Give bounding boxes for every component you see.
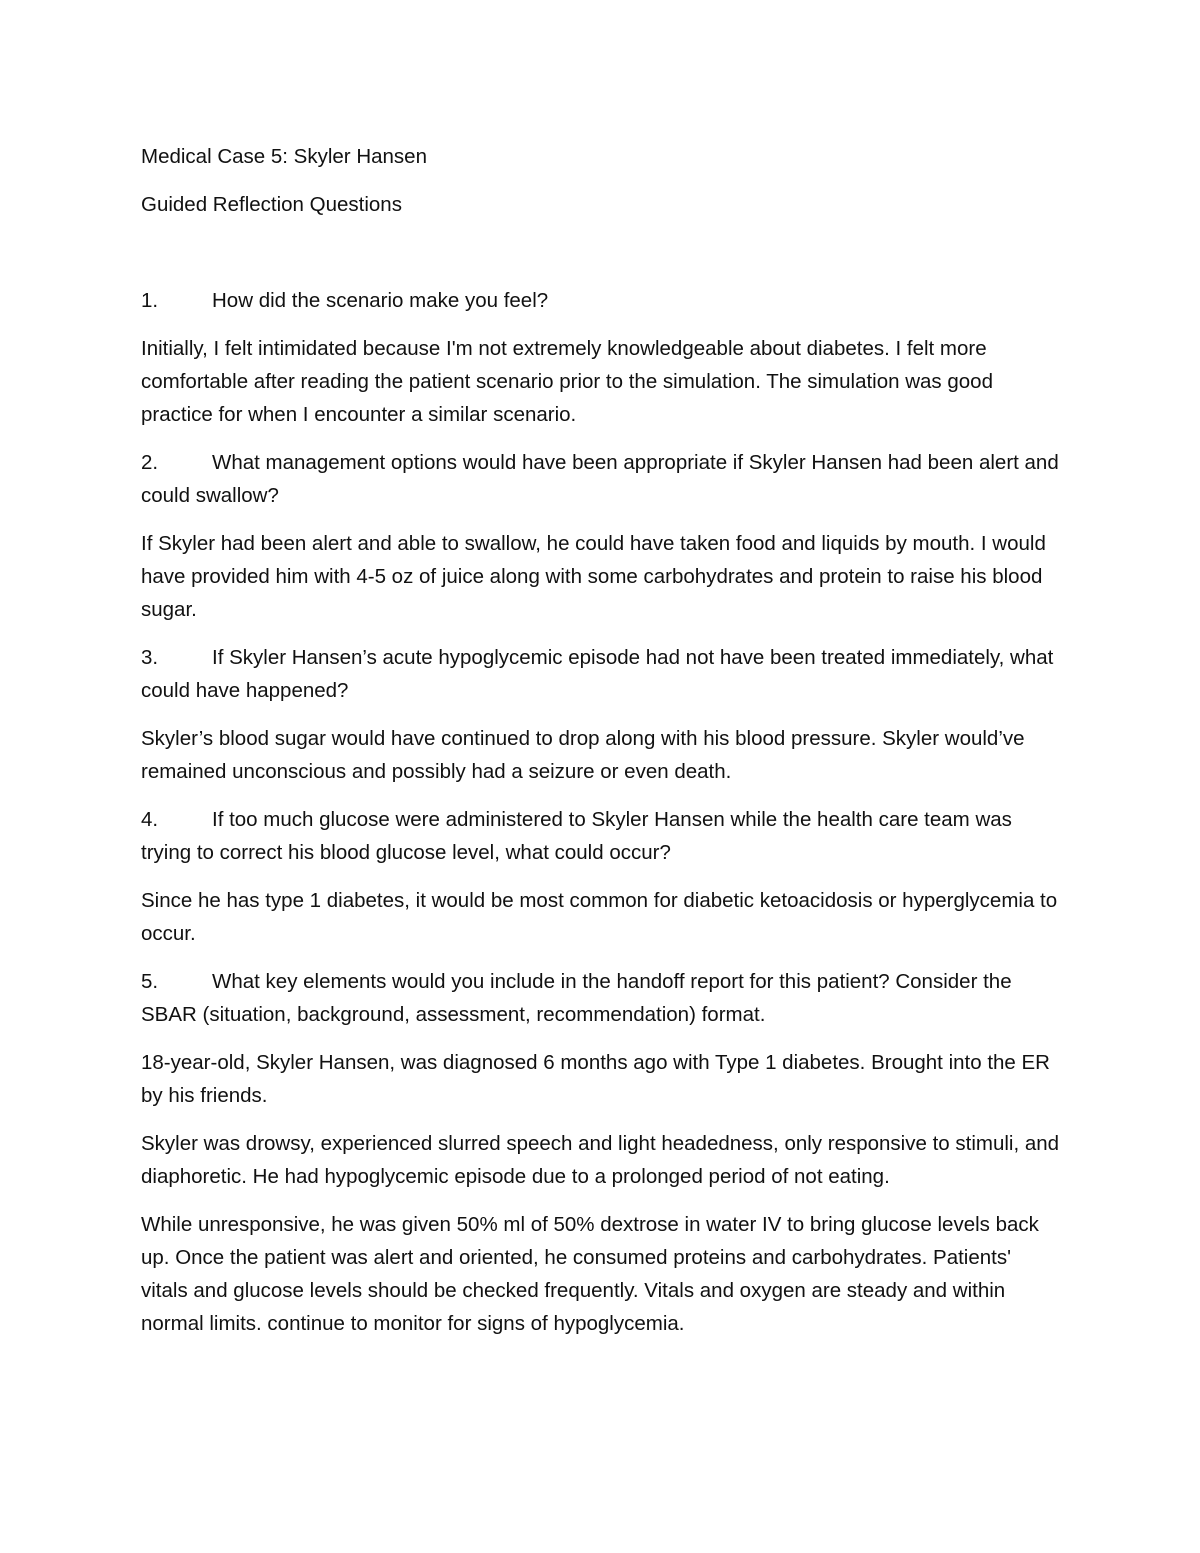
document-subtitle: Guided Reflection Questions	[141, 193, 402, 216]
document-page	[141, 140, 1061, 1340]
answer-5-assessment: While unresponsive, he was given 50% ml of 50% dextrose in water IV to bring glucose levels back up. Once the patient was alert and oriented, he consumed proteins and carbohydrates. Patients' vitals and glucose levels should be checked frequently. Vitals and oxygen are steady and within normal limits. continue to monitor for signs of hypoglycemia.	[141, 1213, 1039, 1335]
question-text: What key elements would you include in the handoff report for this patient? Consider the SBAR (situation, background, assessment, recommendation) format.	[141, 970, 1012, 1026]
question-number: 5.	[141, 970, 159, 993]
question-text: If Skyler Hansen’s acute hypoglycemic episode had not have been treated immediately, what could have happened?	[141, 646, 1054, 702]
answer-5-background: Skyler was drowsy, experienced slurred speech and light headedness, only responsive to stimuli, and diaphoretic. He had hypoglycemic episode due to a prolonged period of not eating.	[141, 1132, 1060, 1188]
question-1	[141, 284, 1061, 317]
question-5	[141, 965, 1061, 1031]
question-text: What management options would have been appropriate if Skyler Hansen had been alert and could swallow?	[141, 451, 1059, 507]
question-number: 4.	[141, 808, 159, 831]
question-4	[141, 803, 1061, 869]
question-3	[141, 641, 1061, 707]
question-text: If too much glucose were administered to Skyler Hansen while the health care team was trying to correct his blood glucose level, what could occur?	[141, 808, 1012, 864]
answer-5-situation: 18-year-old, Skyler Hansen, was diagnosed 6 months ago with Type 1 diabetes. Brought into the ER by his friends.	[141, 1051, 1050, 1107]
answer-3: Skyler’s blood sugar would have continued to drop along with his blood pressure. Skyler would’ve remained unconscious and possibly had a seizure or even death.	[141, 727, 1025, 783]
question-number: 3.	[141, 646, 159, 669]
question-2	[141, 446, 1061, 512]
question-number: 1.	[141, 289, 159, 312]
document-title: Medical Case 5: Skyler Hansen	[141, 145, 427, 168]
question-text: How did the scenario make you feel?	[212, 289, 549, 312]
question-number: 2.	[141, 451, 159, 474]
answer-1: Initially, I felt intimidated because I'm not extremely knowledgeable about diabetes. I felt more comfortable after reading the patient scenario prior to the simulation. The simulation was good practice for when I encounter a similar scenario.	[141, 337, 993, 426]
answer-2: If Skyler had been alert and able to swallow, he could have taken food and liquids by mouth. I would have provided him with 4-5 oz of juice along with some carbohydrates and protein to raise his blood sugar.	[141, 532, 1046, 621]
answer-4: Since he has type 1 diabetes, it would be most common for diabetic ketoacidosis or hyperglycemia to occur.	[141, 889, 1058, 945]
